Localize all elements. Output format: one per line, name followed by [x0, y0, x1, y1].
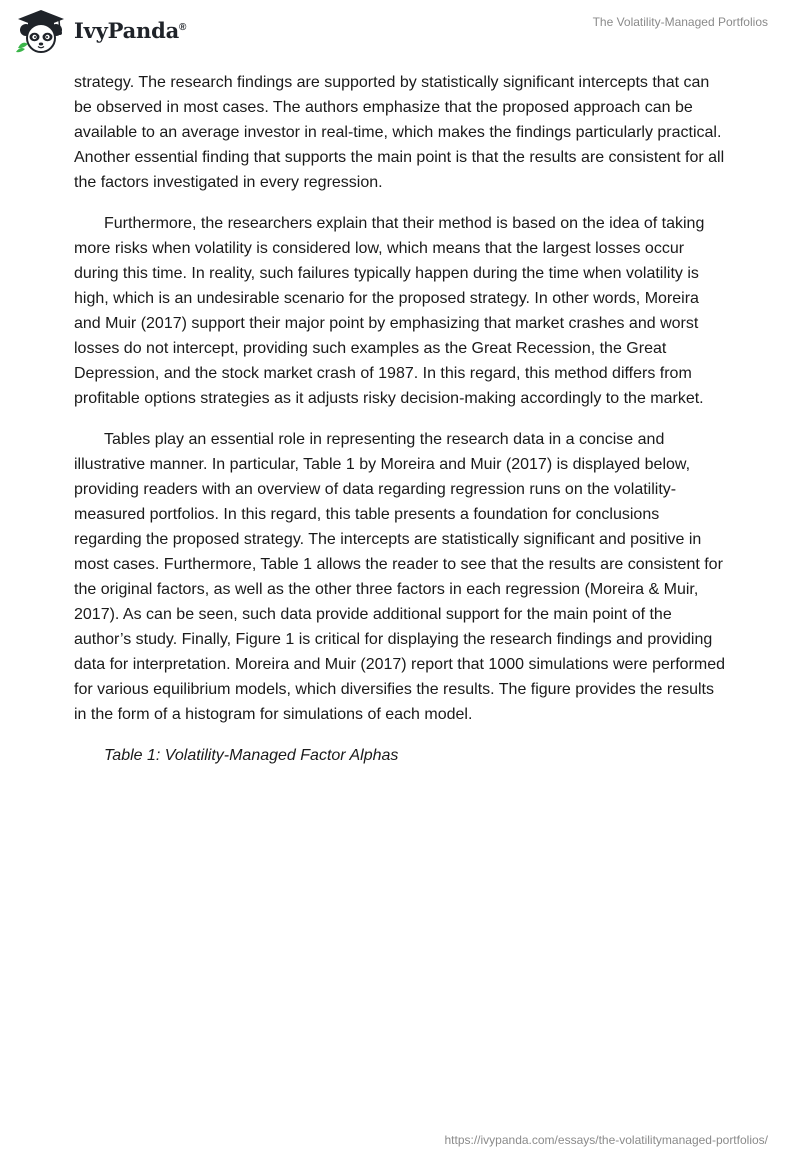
- page-header: [0, 0, 800, 70]
- source-url[interactable]: https://ivypanda.com/essays/the-volatilitymanaged-portfolios/: [444, 1133, 768, 1147]
- essay-body: [74, 70, 726, 768]
- document-title: The Volatility-Managed Portfolios: [592, 15, 768, 29]
- paragraph-3: Tables play an essential role in representing the research data in a concise and illustrative manner. In particular, Table 1 by Moreira and Muir (2017) is displayed below, providing readers with an overview of data regarding regression runs on the volatility-measured portfolios. In this regard, this table presents a foundation for conclusions regarding the proposed strategy. The intercepts are statistically significant and positive in most cases. Furthermore, Table 1 allows the reader to see that the results are consistent for the original factors, as well as the other three factors in each regression (Moreira & Muir, 2017). As can be seen, such data provide additional support for the main point of the author’s study. Finally, Figure 1 is critical for displaying the research findings and providing data for interpretation. Moreira and Muir (2017) report that 1000 simulations were performed for various equilibrium models, which diversifies the results. The figure provides the results in the form of a histogram for simulations of each model.: [74, 431, 725, 723]
- paragraph-1: strategy. The research findings are supported by statistically significant intercepts that can be observed in most cases. The authors emphasize that the proposed approach can be available to an average investor in real-time, which makes the findings particularly practical. Another essential finding that supports the main point is that the results are consistent for all the factors investigated in every regression.: [74, 74, 725, 191]
- panda-graduation-cap-icon: [14, 8, 68, 54]
- table-caption: Table 1: Volatility-Managed Factor Alphas: [104, 747, 399, 764]
- brand-name: IvyPanda®: [74, 17, 187, 43]
- ivypanda-logo[interactable]: [14, 8, 186, 54]
- paragraph-2: Furthermore, the researchers explain that their method is based on the idea of taking more risks when volatility is considered low, which means that the largest losses occur during this time. In reality, such failures typically happen during the time when volatility is high, which is an undesirable scenario for the proposed strategy. In other words, Moreira and Muir (2017) support their major point by emphasizing that market crashes and worst losses do not intercept, providing such examples as the Great Recession, the Great Depression, and the stock market crash of 1987. In this regard, this method differs from profitable options strategies as it adjusts risky decision-making accordingly to the market.: [74, 215, 705, 407]
